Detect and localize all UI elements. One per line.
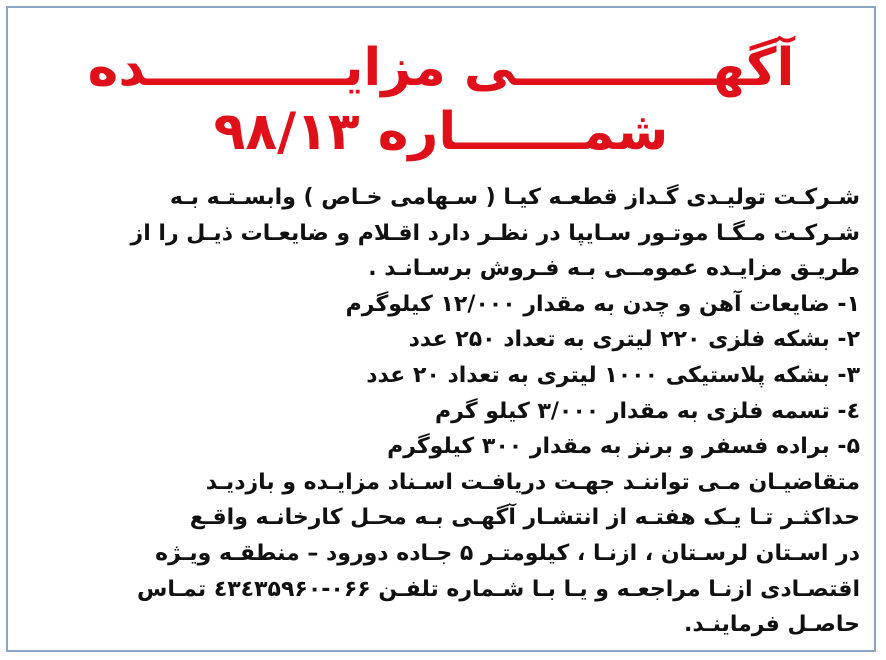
notice-number: شمـــــــاره ۹۸/۱۳ — [213, 102, 669, 162]
body-line: متقاضیـان مـی تواننـد جهـت دریافـت اسـناد مزایـده و بازدیـد — [205, 469, 860, 495]
notice-body — [22, 180, 860, 643]
body-line: اقتصـادی ازنـا مراجعـه و یـا بـا شـماره تلفـن ۰۶۶-٤۳٤۳۵۹۶۰ تمـاس — [137, 576, 860, 602]
body-line: در اسـتان لرسـتان ، ازنـا ، کیلومتـر ۵ جـاده دورود – منطقـه ویـژه — [155, 540, 860, 566]
item-line: ۲- بشکه فلزی ۲۲۰ لیتری به تعداد ۲۵۰ عدد — [408, 327, 860, 353]
body-line: شـرکـت تولیـدی گـداز قطعـه کیـا ( سـهامی خـاص ) وابسـتـه بـه — [169, 185, 860, 210]
notice-frame — [6, 6, 876, 652]
item-line: ۵- براده فسفر و برنز به مقدار ۳۰۰ کیلوگرم — [387, 434, 860, 460]
item-line: ٤- تسمه فلزی به مقدار ۳/۰۰۰ کیلو گرم — [434, 398, 860, 424]
notice-title: آگهـــــــــــی مزایـــــــــــده — [87, 38, 795, 98]
body-line: شـرکـت مـگـا موتـور سـایپا در نظـر دارد اقـلام و ضایعـات ذیـل را از — [130, 220, 860, 246]
item-line: ۱- ضایعات آهن و چدن به مقدار ۱۲/۰۰۰ کیلوگرم — [345, 291, 860, 317]
body-line: طریـق مزایـده عمومــی بـه فـروش برسـانـد . — [368, 256, 860, 282]
item-line: ۳- بشکه پلاستیکی ۱۰۰۰ لیتری به تعداد ۲۰ عدد — [366, 362, 860, 388]
body-line: حاصـل فرماینـد. — [684, 612, 860, 638]
body-line: حداکثـر تـا یـک هفتـه از انتشـار آگهـی بـه محـل کارخانـه واقـع — [189, 505, 860, 531]
